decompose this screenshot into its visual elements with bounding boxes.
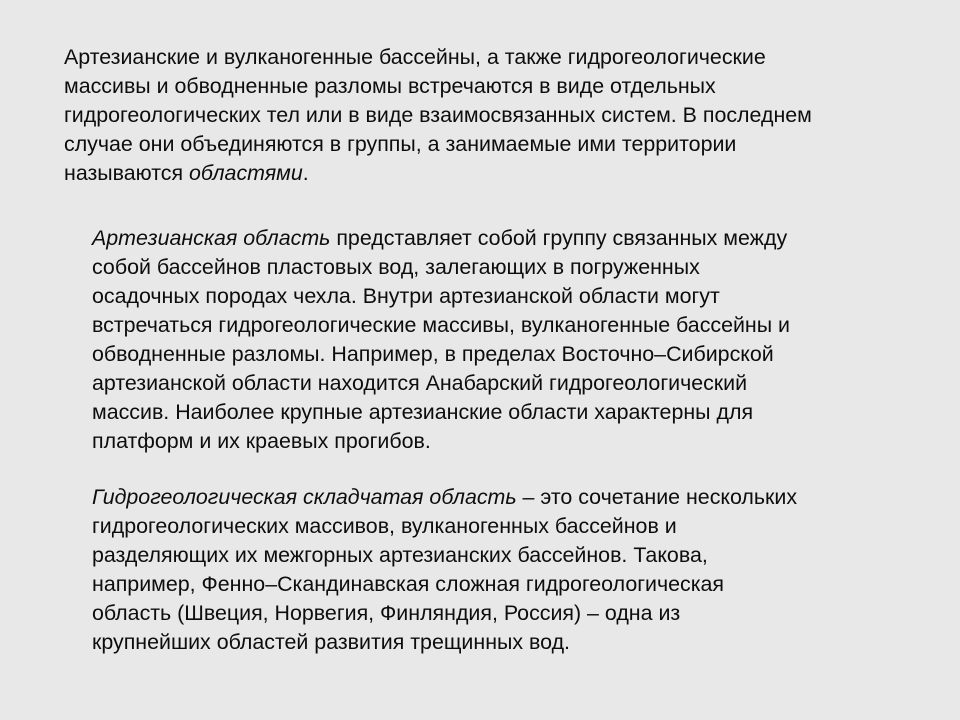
text-line: разделяющих их межгорных артезианских бассейнов. Такова, (92, 543, 708, 567)
text-line: артезианской области находится Анабарский гидрогеологический (92, 371, 748, 395)
text-line: область (Швеция, Норвегия, Финляндия, Россия) – одна из (92, 601, 681, 625)
artesian-region-paragraph (92, 224, 912, 456)
text-line (92, 483, 912, 512)
text-line: Артезианские и вулканогенные бассейны, а также гидрогеологические (64, 45, 766, 69)
text-line: гидрогеологических тел или в виде взаимосвязанных систем. В последнем (64, 103, 812, 127)
term-oblastyami: областями (189, 161, 303, 185)
text-line: например, Фенно–Скандинавская сложная гидрогеологическая (92, 572, 725, 596)
text-line: крупнейших областей развития трещинных вод. (92, 630, 570, 654)
text-fragment: . (302, 161, 309, 185)
intro-paragraph (64, 43, 924, 188)
text-line: осадочных породах чехла. Внутри артезианской области могут (92, 284, 720, 308)
text-line: обводненные разломы. Например, в пределах Восточно–Сибирской (92, 342, 774, 366)
folded-region-paragraph (92, 483, 912, 657)
text-line: массивы и обводненные разломы встречаются в виде отдельных (64, 74, 716, 98)
text-line: случае они объединяются в группы, а занимаемые ими территории (64, 132, 737, 156)
term-folded-region: Гидрогеологическая складчатая область (92, 485, 517, 509)
text-line: массив. Наиболее крупные артезианские области характерны для (92, 400, 754, 424)
text-line (92, 224, 912, 253)
text-line: встречаться гидрогеологические массивы, вулканогенные бассейны и (92, 313, 791, 337)
text-line: платформ и их краевых прогибов. (92, 429, 431, 453)
text-fragment: называются (64, 161, 190, 185)
text-line: собой бассейнов пластовых вод, залегающих в погруженных (92, 255, 700, 279)
term-artesian-region: Артезианская область (92, 226, 331, 250)
text-line: гидрогеологических массивов, вулканогенных бассейнов и (92, 514, 677, 538)
text-line (64, 159, 924, 188)
text-fragment: представляет собой группу связанных между (330, 226, 788, 250)
text-fragment: – это сочетание нескольких (516, 485, 798, 509)
